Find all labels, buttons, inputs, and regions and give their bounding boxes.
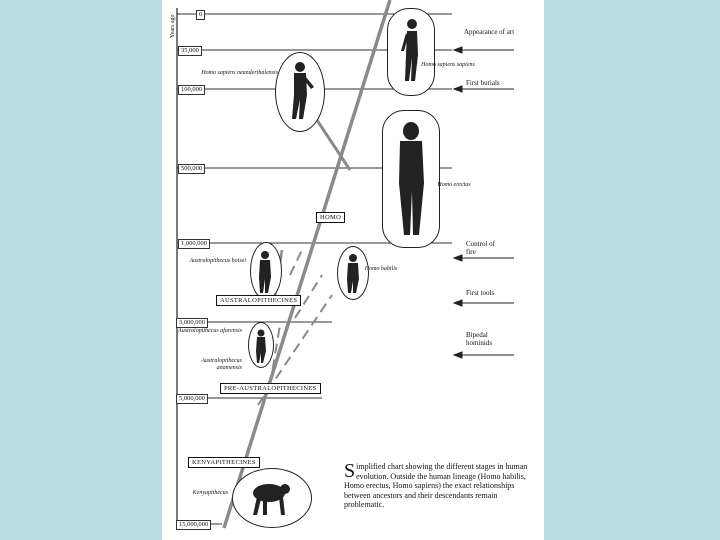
year-label-1000000: 1,000,000 <box>178 239 210 249</box>
erectus-figure-icon <box>383 111 439 247</box>
kenyapithecus-figure-icon <box>233 469 311 527</box>
neanderthal-figure-icon <box>276 53 324 131</box>
group-pre-australopithecines: PRE-AUSTRALOPITHECINES <box>220 383 321 394</box>
afarensis-figure-icon <box>249 323 273 367</box>
boisei-oval <box>250 242 282 300</box>
year-label-100000: 100,000 <box>178 85 205 95</box>
label-australopithecus-boisei: Australopithecus boisei <box>189 258 246 264</box>
label-homo-erectus: Homo erectus <box>437 182 471 188</box>
habilis-figure-icon <box>338 247 368 299</box>
figure-caption <box>344 462 534 510</box>
sapiens-sapiens-figure-icon <box>388 9 434 95</box>
textbook-page <box>162 0 544 540</box>
year-label-3000000: 3,000,000 <box>176 318 208 328</box>
caption-drop-cap: S <box>344 460 356 482</box>
event-appearance-of-art: Appearance of art <box>464 28 515 36</box>
label-australopithecus-afarensis: Australopithecus afarensis <box>178 328 242 334</box>
kenyapithecus-oval <box>232 468 312 528</box>
event-control-of-fire: Control of fire <box>466 240 495 256</box>
label-homo-habilis: Homo habilis <box>364 266 398 272</box>
label-australopithecus-anamensis: Australopithecus anamensis <box>201 358 242 371</box>
group-homo: HOMO <box>316 212 345 223</box>
event-bipedal-hominids: Bipedal hominids <box>466 331 493 347</box>
event-first-tools: First tools <box>466 289 495 297</box>
neanderthal-oval <box>275 52 325 132</box>
afarensis-oval <box>248 322 274 368</box>
boisei-figure-icon <box>251 243 281 299</box>
habilis-oval <box>337 246 369 300</box>
group-kenyapithecines: KENYAPITHECINES <box>188 457 260 468</box>
caption-text: implified chart showing the different stages in human evolution. Outside the human lineage (Homo habilis, Homo erectus, Homo sapiens) the exact relationships between ancestors and their descendants remain problematic. <box>344 462 528 509</box>
year-label-0: 0 <box>196 10 205 20</box>
label-homo-neanderthalensis: Homo sapiens neanderthalensis <box>201 70 278 76</box>
sapiens-sapiens-oval <box>387 8 435 96</box>
label-homo-sapiens-sapiens: Homo sapiens sapiens <box>421 62 475 68</box>
year-label-15000000: 15,000,000 <box>176 520 211 530</box>
group-australopithecines: AUSTRALOPITHECINES <box>216 295 301 306</box>
label-kenyapithecus: Kenyapithecus <box>192 490 228 496</box>
erectus-oval <box>382 110 440 248</box>
year-label-35000: 35,000 <box>178 46 202 56</box>
year-label-5000000: 5,000,000 <box>176 394 208 404</box>
event-first-burials: First burials <box>466 79 500 87</box>
y-axis-title: Years ago <box>170 14 176 38</box>
year-label-500000: 500,000 <box>178 164 205 174</box>
event-arrows <box>454 47 514 358</box>
